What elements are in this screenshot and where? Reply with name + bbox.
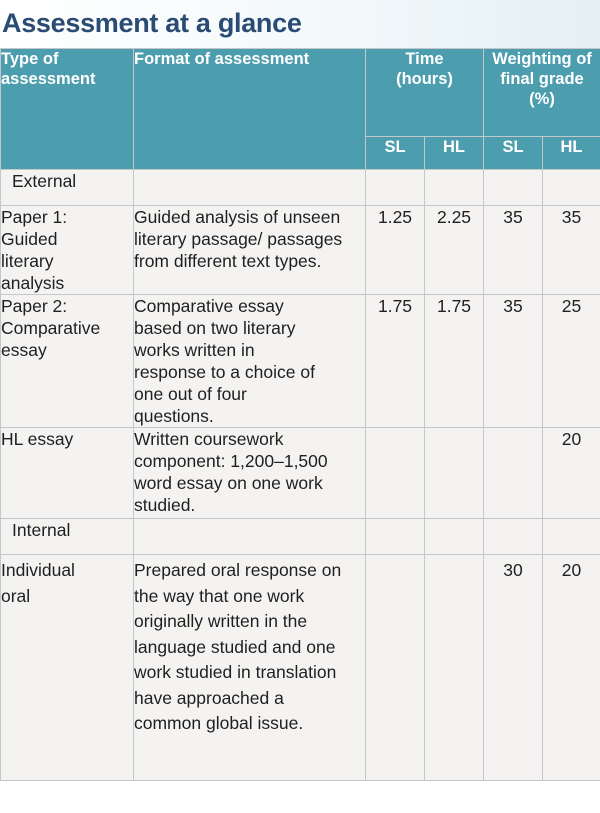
header-weighting: Weighting of final grade (%) [484, 49, 600, 137]
assessment-type: HL essay [1, 428, 134, 519]
header-time: Time (hours) [366, 49, 484, 137]
section-row-external [1, 170, 600, 206]
weight-sl: 30 [484, 555, 543, 781]
section-row-internal [1, 519, 600, 555]
header-weight-hl: HL [543, 137, 600, 170]
header-format-of-assessment: Format of assessment [134, 49, 366, 170]
section-label-internal: Internal [1, 519, 134, 555]
header-time-hl: HL [425, 137, 484, 170]
page-title: Assessment at a glance [2, 8, 302, 38]
weight-sl: 35 [484, 295, 543, 428]
assessment-table [0, 48, 600, 781]
assessment-type: Paper 2: Comparative essay [1, 295, 134, 428]
assessment-format: Comparative essay based on two literary works written in response to a choice of one out of four questions. [134, 295, 366, 428]
time-sl [366, 428, 425, 519]
weight-sl: 35 [484, 206, 543, 295]
section-label-external: External [1, 170, 134, 206]
table-row [1, 428, 600, 519]
time-hl [425, 428, 484, 519]
header-type-of-assessment: Type of assessment [1, 49, 134, 170]
time-hl: 2.25 [425, 206, 484, 295]
time-sl [366, 555, 425, 781]
table-row [1, 206, 600, 295]
time-hl [425, 555, 484, 781]
time-sl: 1.75 [366, 295, 425, 428]
time-sl: 1.25 [366, 206, 425, 295]
assessment-format: Written coursework component: 1,200–1,500 word essay on one work studied. [134, 428, 366, 519]
header-time-sl: SL [366, 137, 425, 170]
assessment-format: Prepared oral response on the way that one work originally written in the language studied and one work studied in translation have approached a common global issue. [134, 555, 366, 781]
header-weight-sl: SL [484, 137, 543, 170]
table-row [1, 295, 600, 428]
weight-hl: 20 [543, 428, 600, 519]
weight-hl: 25 [543, 295, 600, 428]
assessment-type: Paper 1: Guided literary analysis [1, 206, 134, 295]
weight-sl [484, 428, 543, 519]
assessment-type: Individual oral [1, 555, 134, 781]
table-row [1, 555, 600, 781]
weight-hl: 35 [543, 206, 600, 295]
weight-hl: 20 [543, 555, 600, 781]
assessment-format: Guided analysis of unseen literary passage/ passages from different text types. [134, 206, 366, 295]
time-hl: 1.75 [425, 295, 484, 428]
